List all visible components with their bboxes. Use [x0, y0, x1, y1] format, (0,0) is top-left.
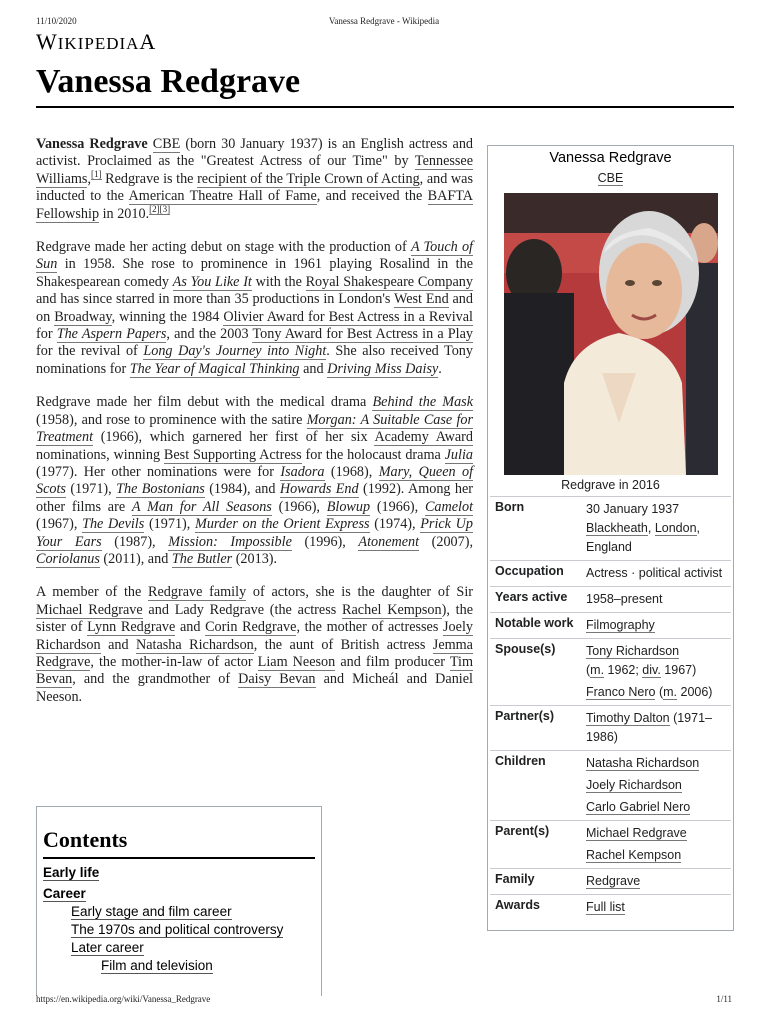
link-camelot[interactable]: Camelot — [424, 498, 474, 515]
link-year-of-magical-thinking[interactable]: The Year of Magical Thinking — [129, 360, 300, 377]
link-redgrave[interactable]: Redgrave — [586, 874, 641, 888]
print-date: 11/10/2020 — [36, 16, 77, 26]
link-cbe[interactable]: CBE — [152, 136, 181, 152]
text: (1987), — [101, 533, 169, 550]
text: . — [438, 360, 442, 377]
film-paragraph — [36, 394, 473, 568]
divorced-abbr[interactable]: div. — [642, 663, 661, 677]
text: (1971–1986) — [586, 711, 712, 744]
intro-paragraph: Vanessa Redgrave CBE (born 30 January 1937) is an English actress and activist. Proclaimed as the "Greatest Actress of our Time" by Tennessee Williams,[1] Redgrave is the recipient of the Triple Crown of Acting, and was inducted to the American Theatre Hall of Fame, and received the BAFTA Fellowship in 2010.[2][3] — [36, 136, 474, 222]
infobox-label: Occupation — [495, 564, 564, 578]
text: and — [175, 619, 206, 636]
toc-item-career[interactable] — [43, 886, 315, 901]
infobox-row-children — [490, 750, 731, 820]
text: Redgrave made her film debut with the medical drama — [36, 394, 373, 411]
text: (2011), and — [99, 550, 172, 567]
text: and has since starred in more than 35 productions in London's — [36, 291, 394, 308]
infobox-honor — [488, 171, 733, 185]
link-rachel[interactable]: Rachel Kempson — [586, 848, 682, 862]
toc-item-label: Later career — [71, 940, 144, 955]
link-academy-award[interactable]: Academy Award — [374, 429, 473, 446]
toc-item-label: The 1970s and political controversy — [71, 922, 284, 937]
text: Redgrave made her acting debut on stage with the production of — [36, 239, 411, 256]
text: 1962; — [604, 663, 643, 677]
infobox-row-awards — [490, 894, 731, 920]
text: and Lady Redgrave (the actress — [142, 601, 343, 618]
infobox-value — [586, 709, 731, 747]
link-behind-the-mask[interactable]: Behind the Mask — [372, 394, 474, 411]
link-as-you-like-it[interactable]: As You Like It — [172, 273, 252, 290]
link-howards-end[interactable]: Howards End — [279, 481, 359, 498]
link-redgrave-family[interactable]: Redgrave family — [148, 584, 247, 601]
text: , and the 2003 — [166, 326, 253, 343]
infobox-row-spouses — [490, 638, 731, 705]
text: , and received the — [316, 188, 428, 205]
portrait-illustration — [504, 193, 718, 475]
toc-item-label: Career — [43, 886, 86, 901]
text: , the mother-in-law of actor — [90, 653, 258, 670]
link-coriolanus[interactable]: Coriolanus — [36, 550, 100, 567]
text: (born 30 January 1937) is an English actress and activist. Proclaimed as the "Greatest Actress of our Time" by — [36, 136, 474, 170]
ref-1[interactable]: [1] — [91, 169, 102, 180]
text: 2006) — [677, 685, 713, 699]
portrait-photo[interactable] — [504, 193, 718, 475]
text: of actors, she is the daughter of Sir — [246, 584, 473, 601]
text: ( — [586, 663, 591, 677]
infobox-label: Parent(s) — [495, 824, 550, 838]
link-broadway[interactable]: Broadway — [54, 308, 112, 325]
toc-item-early-life[interactable] — [43, 865, 315, 880]
toc-item-film-tv[interactable] — [43, 958, 315, 973]
table-of-contents — [36, 806, 322, 996]
print-header — [36, 16, 732, 28]
text: (1966), which garnered her first of her six — [93, 429, 375, 446]
link-theatre-hall-of-fame[interactable]: American Theatre Hall of Fame — [128, 188, 317, 205]
infobox-row-notable-work — [490, 612, 731, 638]
link-best-supporting-actress[interactable]: Best Supporting Actress — [163, 446, 302, 463]
link-natasha-richardson[interactable]: Natasha Richardson — [136, 636, 254, 653]
text: , winning the 1984 — [111, 308, 224, 325]
infobox-label: Notable work — [495, 616, 574, 630]
infobox-honor-link[interactable]: CBE — [597, 171, 624, 185]
text: , and the grandmother of — [72, 671, 239, 688]
infobox-value — [586, 616, 731, 635]
infobox-label: Spouse(s) — [495, 642, 556, 656]
text: (1977). Her other nominations were for — [36, 463, 281, 480]
text: in 2010. — [99, 205, 150, 222]
text: (1984), and — [204, 481, 280, 498]
born-sep: , — [647, 521, 655, 535]
infobox-label: Born — [495, 500, 525, 514]
infobox-value — [586, 898, 731, 917]
infobox-label: Family — [495, 872, 535, 886]
toc-title: Contents — [43, 827, 315, 859]
link-joely[interactable]: Joely Richardson — [586, 778, 682, 792]
link-morgan[interactable]: Morgan: A Suitable Case for Treatment — [36, 411, 473, 446]
text: , and was inducted to the — [36, 170, 473, 205]
link-london[interactable]: London — [654, 521, 697, 535]
link-mission-impossible[interactable]: Mission: Impossible — [168, 533, 292, 550]
link-blackheath[interactable]: Blackheath — [586, 521, 648, 535]
link-franco-nero[interactable]: Franco Nero — [586, 685, 656, 699]
infobox — [487, 145, 734, 931]
link-touch-of-sun[interactable]: A Touch of Sun — [36, 239, 473, 273]
text: 1967) — [660, 663, 697, 677]
text: in 1958. She rose to prominence in 1961 playing Rosalind in the Shakespearean comedy — [36, 256, 473, 290]
toc-item-later-career[interactable] — [43, 940, 315, 955]
link-triple-crown[interactable]: recipient of the Triple Crown of Acting — [197, 170, 420, 187]
infobox-value — [586, 500, 731, 557]
link-timothy-dalton[interactable]: Timothy Dalton — [586, 711, 670, 725]
infobox-row-occupation — [490, 560, 731, 586]
stage-paragraph — [36, 239, 473, 378]
infobox-row-family — [490, 868, 731, 894]
photo-caption: Redgrave in 2016 — [561, 478, 660, 492]
text: ), the sister of — [36, 601, 474, 636]
link-bafta-fellowship[interactable]: BAFTA Fellowship — [36, 188, 474, 222]
link-mary-queen-of-scots[interactable]: Mary, Queen of Scots — [36, 463, 474, 498]
infobox-label: Partner(s) — [495, 709, 555, 723]
toc-item-early-stage[interactable] — [43, 904, 315, 919]
link-natasha[interactable]: Natasha Richardson — [586, 756, 700, 770]
print-url: https://en.wikipedia.org/wiki/Vanessa_Redgrave — [36, 994, 211, 1004]
text: for — [36, 326, 57, 343]
text: , the mother of actresses — [296, 619, 444, 636]
link-west-end[interactable]: West End — [393, 291, 449, 308]
link-daisy-bevan[interactable]: Daisy Bevan — [238, 671, 316, 688]
link-the-butler[interactable]: The Butler — [171, 550, 233, 567]
infobox-row-born — [490, 496, 731, 560]
link-tennessee-williams[interactable]: Tennessee Williams — [36, 153, 473, 187]
infobox-value — [586, 872, 731, 891]
text: (2007), — [419, 533, 474, 550]
print-footer — [36, 994, 732, 1006]
married-abbr[interactable]: m. — [663, 685, 678, 699]
toc-item-label: Film and television — [101, 958, 213, 973]
link-joely-richardson[interactable]: Joely Richardson — [36, 619, 473, 653]
page-title: Vanessa Redgrave — [36, 63, 301, 100]
link-michael[interactable]: Michael Redgrave — [586, 826, 687, 840]
born-country: England — [586, 540, 632, 554]
link-filmography[interactable]: Filmography — [586, 618, 655, 632]
infobox-value — [586, 642, 731, 702]
text: (1974), — [369, 516, 421, 533]
infobox-label: Children — [495, 754, 546, 768]
text: with the — [251, 273, 306, 290]
infobox-value: Actress · political activist — [586, 566, 723, 580]
text: and film producer — [335, 653, 450, 670]
infobox-row-parents — [490, 820, 731, 868]
link-olivier-award[interactable]: Olivier Award for Best Actress in a Revival — [223, 308, 473, 325]
print-title: Vanessa Redgrave - Wikipedia — [328, 16, 440, 26]
link-a-man-for-all-seasons[interactable]: A Man for All Seasons — [131, 498, 272, 515]
text: . She also received Tony nominations for — [36, 343, 473, 377]
link-corin-redgrave[interactable]: Corin Redgrave — [205, 619, 297, 636]
infobox-name: Vanessa Redgrave — [549, 150, 672, 166]
toc-item-label: Early stage and film career — [71, 904, 232, 919]
link-full-list[interactable]: Full list — [586, 900, 625, 914]
ref-2-3[interactable]: [2][3] — [149, 203, 171, 214]
link-atonement[interactable]: Atonement — [358, 533, 420, 550]
link-isadora[interactable]: Isadora — [280, 463, 325, 480]
text: A member of the — [36, 584, 149, 601]
text: and — [299, 360, 328, 377]
text: Redgrave is the — [101, 170, 198, 187]
link-jemma-redgrave[interactable]: Jemma Redgrave — [36, 636, 473, 670]
text: (1967), — [36, 516, 83, 533]
link-prick-up-your-ears[interactable]: Prick Up Your Ears — [36, 516, 473, 550]
link-blowup[interactable]: Blowup — [326, 498, 371, 515]
text: (1966), — [271, 498, 327, 515]
wikipedia-wordmark[interactable] — [36, 29, 156, 55]
link-michael-redgrave[interactable]: Michael Redgrave — [36, 601, 143, 618]
link-liam-neeson[interactable]: Liam Neeson — [257, 653, 336, 670]
infobox-label: Awards — [495, 898, 540, 912]
link-the-devils[interactable]: The Devils — [82, 516, 145, 533]
text: for the holocaust drama — [301, 446, 445, 463]
link-aspern-papers[interactable]: The Aspern Papers — [56, 326, 167, 343]
infobox-row-partners — [490, 705, 731, 750]
link-the-bostonians[interactable]: The Bostonians — [116, 481, 205, 498]
toc-item-1970s[interactable] — [43, 922, 315, 937]
text: (1968), — [324, 463, 379, 480]
married-abbr[interactable]: m. — [590, 663, 605, 677]
title-divider — [36, 106, 734, 108]
infobox-label: Years active — [495, 590, 568, 604]
link-tony-award[interactable]: Tony Award for Best Actress in a Play — [252, 326, 474, 343]
infobox-value — [586, 824, 731, 865]
family-paragraph — [36, 584, 473, 706]
link-rachel-kempson[interactable]: Rachel Kempson — [342, 601, 442, 618]
text: nominations, winning — [36, 446, 164, 463]
text: for the revival of — [36, 343, 144, 360]
infobox-rows — [488, 496, 733, 920]
infobox-value: 1958–present — [586, 592, 663, 606]
text: (1966), — [370, 498, 425, 515]
link-tony-richardson[interactable]: Tony Richardson — [586, 644, 680, 658]
article-body — [36, 136, 473, 722]
text: (1996), — [291, 533, 359, 550]
wordmark-rest: IKIPEDIA — [57, 34, 140, 53]
born-comma: , — [696, 521, 701, 535]
text: and Micheál and Daniel Neeson. — [36, 671, 473, 705]
print-page-number: 1/11 — [716, 994, 732, 1004]
text: (1992). Among her other films are — [36, 481, 474, 515]
infobox-value — [586, 754, 731, 817]
born-date: 30 January 1937 — [586, 502, 680, 516]
text: (1958), and rose to prominence with the satire — [36, 411, 307, 428]
link-rsc[interactable]: Royal Shakespeare Company — [305, 273, 473, 290]
wordmark-w: W — [36, 29, 58, 54]
toc-item-label: Early life — [43, 865, 100, 880]
text: (1971), — [65, 481, 117, 498]
text: (2013). — [232, 550, 278, 567]
text: , the aunt of British actress — [253, 636, 433, 653]
infobox-row-years-active — [490, 586, 731, 612]
link-carlo-gabriel-nero[interactable]: Carlo Gabriel Nero — [586, 800, 691, 814]
text: and — [100, 636, 136, 653]
text: (1971), — [144, 516, 196, 533]
text: and on — [36, 291, 473, 325]
link-tim-bevan[interactable]: Tim Bevan — [36, 653, 473, 688]
link-long-days-journey[interactable]: Long Day's Journey into Night — [143, 343, 327, 360]
wordmark-a: A — [139, 29, 157, 54]
link-lynn-redgrave[interactable]: Lynn Redgrave — [87, 619, 176, 636]
subject-name: Vanessa Redgrave — [36, 136, 148, 152]
text: ( — [655, 685, 664, 699]
link-julia[interactable]: Julia — [444, 446, 473, 463]
link-orient-express[interactable]: Murder on the Orient Express — [195, 516, 370, 533]
link-driving-miss-daisy[interactable]: Driving Miss Daisy — [327, 360, 439, 377]
